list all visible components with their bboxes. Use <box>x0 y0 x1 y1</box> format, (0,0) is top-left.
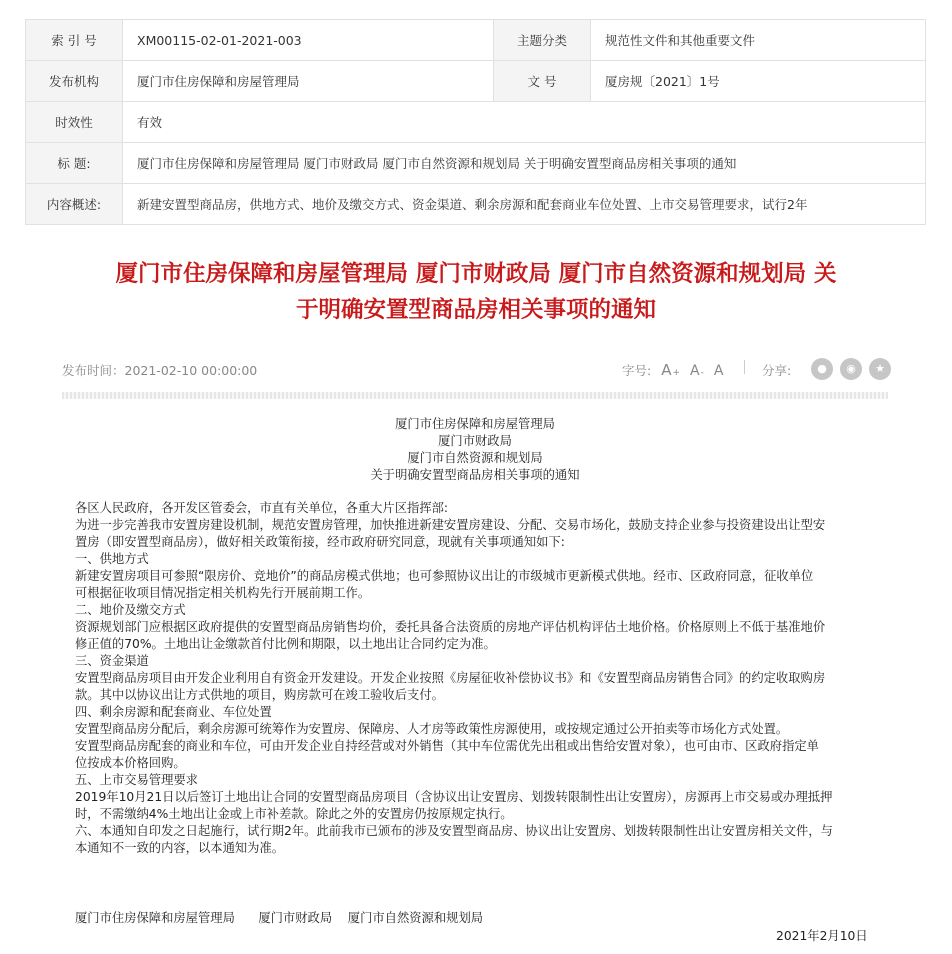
divider-line <box>744 360 745 374</box>
category-value: 规范性文件和其他重要文件 <box>591 20 926 61</box>
metadata-row <box>26 184 926 225</box>
summary-label: 内容概述: <box>26 184 123 225</box>
info-bar <box>62 356 888 384</box>
docno-value: 厦房规〔2021〕1号 <box>591 61 926 102</box>
body-line: 资源规划部门应根据区政府提供的安置型商品房销售均价，委托具备合法资质的房地产评估机构评估土地价格。价格原则上不低于基准地价 <box>75 620 826 634</box>
index-value: XM00115-02-01-2021-003 <box>123 20 494 61</box>
document-header <box>62 416 888 484</box>
section-heading: 一、供地方式 <box>75 552 149 566</box>
body-line: 时，不需缴纳4%土地出让金或上市补差款。除此之外的安置房仍按原规定执行。 <box>75 807 513 821</box>
font-small-button[interactable]: A <box>713 363 724 379</box>
body-line: 新建安置房项目可参照“限房价、竞地价”的商品房模式供地；也可参照协议出让的市级城市更新模式供地。经市、区政府同意，征收单位 <box>75 569 814 583</box>
body-line: 安置型商品房配套的商业和车位，可由开发企业自持经营或对外销售（其中车位需优先出租或出售给安置对象），也可由市、区政府指定单 <box>75 739 819 753</box>
body-line: 修正值的70%。土地出让金缴款首付比例和期限，以土地出让合同约定为准。 <box>75 637 496 651</box>
font-size-controls <box>622 361 723 379</box>
metadata-table <box>25 19 926 225</box>
body-line: 置房（即安置型商品房），做好相关政策衔接，经市政府研究同意，现就有关事项通知如下: <box>75 535 565 549</box>
body-line: 可根据征收项目情况指定相关机构先行开展前期工作。 <box>75 586 371 600</box>
font-large-button[interactable]: A <box>661 361 672 379</box>
publish-time: 发布时间：2021-02-10 00:00:00 <box>62 363 258 378</box>
section-divider <box>62 392 888 399</box>
body-line: 2019年10月21日以后签订土地出让合同的安置型商品房项目（含协议出让安置房、划拨转限制性出让安置房），房源再上市交易或办理抵押 <box>75 790 833 804</box>
signature-date: 2021年2月10日 <box>776 929 868 943</box>
document-subject: 关于明确安置型商品房相关事项的通知 <box>370 468 580 482</box>
signer-org: 厦门市住房保障和房屋管理局 <box>75 911 235 925</box>
font-large-plus-icon: + <box>672 368 681 378</box>
validity-label: 时效性 <box>26 102 123 143</box>
share-icons <box>804 358 891 380</box>
font-medium-minus-icon: - <box>700 368 704 378</box>
category-label: 主题分类 <box>494 20 591 61</box>
section-heading: 五、上市交易管理要求 <box>75 773 198 787</box>
body-line: 款。其中以协议出让方式供地的项目，购房款可在竣工验收后支付。 <box>75 688 444 702</box>
font-medium-button[interactable]: A <box>690 363 700 379</box>
metadata-row <box>26 20 926 61</box>
wechat-icon[interactable]: ● <box>811 358 833 380</box>
summary-value: 新建安置型商品房，供地方式、地价及缴交方式、资金渠道、剩余房源和配套商业车位处置、上市交易管理要求，试行2年 <box>123 184 926 225</box>
section-heading: 二、地价及缴交方式 <box>75 603 186 617</box>
docno-label: 文 号 <box>494 61 591 102</box>
metadata-row <box>26 143 926 184</box>
page-title-line: 厦门市住房保障和房屋管理局 厦门市财政局 厦门市自然资源和规划局 关 <box>115 261 837 287</box>
signers <box>75 908 483 926</box>
page-title <box>55 256 897 328</box>
metadata-row <box>26 102 926 143</box>
body-line: 本通知不一致的内容，以本通知为准。 <box>75 841 285 855</box>
star-icon[interactable]: ★ <box>869 358 891 380</box>
validity-value: 有效 <box>123 102 926 143</box>
issuer-line: 厦门市财政局 <box>438 434 512 448</box>
share-label: 分享: <box>762 363 792 378</box>
body-line: 安置型商品房分配后，剩余房源可统筹作为安置房、保障房、人才房等政策性房源使用，或按规定通过公开拍卖等市场化方式处置。 <box>75 722 789 736</box>
issuer-line: 厦门市住房保障和房屋管理局 <box>395 417 555 431</box>
body-line: 六、本通知自印发之日起施行，试行期2年。此前我市已颁布的涉及安置型商品房、协议出让安置房、划拨转限制性出让安置房相关文件，与 <box>75 824 833 838</box>
weibo-icon[interactable]: ◉ <box>840 358 862 380</box>
document-body <box>75 500 875 857</box>
font-size-label: 字号: <box>622 363 652 378</box>
page-title-line: 于明确安置型商品房相关事项的通知 <box>295 297 656 323</box>
title-value: 厦门市住房保障和房屋管理局 厦门市财政局 厦门市自然资源和规划局 关于明确安置型商品房相关事项的通知 <box>123 143 926 184</box>
body-line: 各区人民政府，各开发区管委会，市直有关单位，各重大片区指挥部: <box>75 501 449 515</box>
issuer-line: 厦门市自然资源和规划局 <box>407 451 543 465</box>
index-label: 索 引 号 <box>26 20 123 61</box>
signer-org: 厦门市财政局 <box>258 911 333 925</box>
metadata-row <box>26 61 926 102</box>
body-line: 位按成本价格回购。 <box>75 756 186 770</box>
body-line: 为进一步完善我市安置房建设机制，规范安置房管理，加快推进新建安置房建设、分配、交易市场化，鼓励支持企业参与投资建设出让型安 <box>75 518 826 532</box>
signer-org: 厦门市自然资源和规划局 <box>347 911 484 925</box>
title-label: 标 题: <box>26 143 123 184</box>
section-heading: 三、资金渠道 <box>75 654 149 668</box>
issuer-label: 发布机构 <box>26 61 123 102</box>
body-line: 安置型商品房项目由开发企业利用自有资金开发建设。开发企业按照《房屋征收补偿协议书》和《安置型商品房销售合同》的约定收取购房 <box>75 671 826 685</box>
section-heading: 四、剩余房源和配套商业、车位处置 <box>75 705 272 719</box>
issuer-value: 厦门市住房保障和房屋管理局 <box>123 61 494 102</box>
